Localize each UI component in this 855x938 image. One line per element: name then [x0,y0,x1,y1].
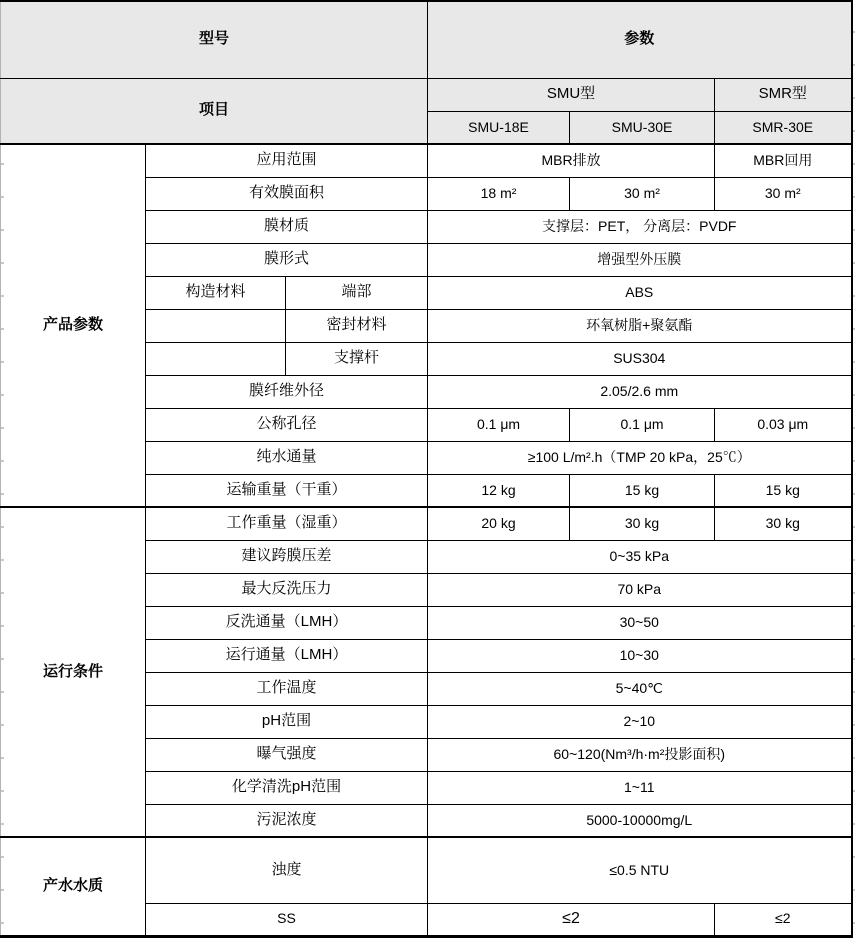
row-label-construction-material: 构造材料 [146,276,286,309]
section-title-operating-conditions: 运行条件 [1,507,146,837]
row-sublabel-sealing-material: 密封材料 [286,309,428,342]
row-sublabel-support-rod: 支撑杆 [286,342,428,375]
header-model-smr30e-cell: SMR-30E [715,111,852,144]
header-smu-type-cell: SMU型 [428,78,715,111]
row-value: 2~10 [428,705,852,738]
row-value: 1~11 [428,771,852,804]
row-value: MBR排放 [428,144,715,177]
row-value: 30 m² [570,177,715,210]
row-value: 支撑层：PET， 分离层：PVDF [428,210,852,243]
row-label-backwash-flux: 反洗通量（LMH） [146,606,428,639]
row-label-working-weight: 工作重量（湿重） [146,507,428,540]
row-label-membrane-form: 膜形式 [146,243,428,276]
row-value: ≤2 [715,903,852,936]
header-item-cell: 项目 [1,78,428,144]
header-parameter-cell: 参数 [428,1,852,78]
row-label-application-range: 应用范围 [146,144,428,177]
row-value: 10~30 [428,639,852,672]
row-value: ≤2 [428,903,715,936]
row-label-turbidity: 浊度 [146,837,428,903]
row-label-membrane-area: 有效膜面积 [146,177,428,210]
header-model-smu30e-cell: SMU-30E [570,111,715,144]
row-value: 60~120(Nm³/h·m²投影面积) [428,738,852,771]
row-value: 12 kg [428,474,570,507]
row-value: 5000-10000mg/L [428,804,852,837]
row-value: 环氧树脂+聚氨酯 [428,309,852,342]
row-value: 30 m² [715,177,852,210]
row-value: ≥100 L/m².h（TMP 20 kPa，25℃） [428,441,852,474]
row-label-operating-flux: 运行通量（LMH） [146,639,428,672]
header-model-smu18e-cell: SMU-18E [428,111,570,144]
row-value: 0.1 μm [570,408,715,441]
row-label-fiber-outer-diameter: 膜纤维外径 [146,375,428,408]
row-value: ≤0.5 NTU [428,837,852,903]
row-value: ABS [428,276,852,309]
row-value: 0.1 μm [428,408,570,441]
row-label-max-backwash-pressure: 最大反洗压力 [146,573,428,606]
row-value: 0~35 kPa [428,540,852,573]
row-value: 30 kg [570,507,715,540]
row-label-transport-weight: 运输重量（干重） [146,474,428,507]
section-title-product-params: 产品参数 [1,144,146,507]
row-label-recommended-tmp: 建议跨膜压差 [146,540,428,573]
empty-cell [146,309,286,342]
row-value: 15 kg [570,474,715,507]
row-label-chemical-cleaning-ph: 化学清洗pH范围 [146,771,428,804]
header-smr-type-cell: SMR型 [715,78,852,111]
row-sublabel-end-part: 端部 [286,276,428,309]
row-label-aeration-intensity: 曝气强度 [146,738,428,771]
row-label-ss: SS [146,903,428,936]
row-label-working-temperature: 工作温度 [146,672,428,705]
row-value: 30~50 [428,606,852,639]
row-value: 70 kPa [428,573,852,606]
row-label-membrane-material: 膜材质 [146,210,428,243]
row-value: 0.03 μm [715,408,852,441]
row-label-sludge-concentration: 污泥浓度 [146,804,428,837]
row-value: 15 kg [715,474,852,507]
row-value: 增强型外压膜 [428,243,852,276]
row-label-ph-range: pH范围 [146,705,428,738]
row-value: 20 kg [428,507,570,540]
empty-cell [146,342,286,375]
row-label-nominal-pore-size: 公称孔径 [146,408,428,441]
row-value: SUS304 [428,342,852,375]
row-value: 30 kg [715,507,852,540]
section-title-product-water-quality: 产水水质 [1,837,146,936]
row-value: 18 m² [428,177,570,210]
row-value: 5~40℃ [428,672,852,705]
header-model-cell: 型号 [1,1,428,78]
row-value: MBR回用 [715,144,852,177]
row-label-pure-water-flux: 纯水通量 [146,441,428,474]
row-value: 2.05/2.6 mm [428,375,852,408]
